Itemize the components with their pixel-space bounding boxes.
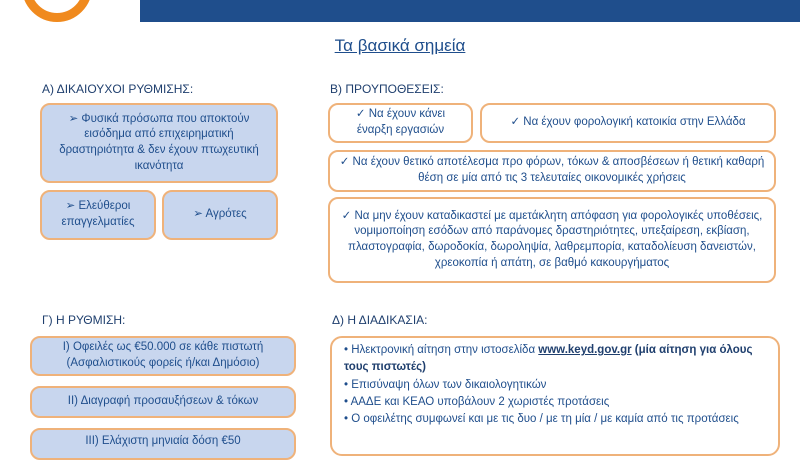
- procedure-item-1-text: • Ηλεκτρονική αίτηση στην ιστοσελίδα: [344, 344, 539, 356]
- section-c-box-3: ΙΙΙ) Ελάχιστη μηνιαία δόση €50: [30, 428, 296, 460]
- procedure-list: [330, 336, 780, 456]
- section-b-box-3: ✓ Να έχουν θετικό αποτέλεσμα προ φόρων, τόκων & αποσβέσεων ή θετική καθαρή θέση σε μία από τις 3 τελευταίες οικονομικές χρήσεις: [328, 150, 776, 192]
- section-a-box-1: ➢ Φυσικά πρόσωπα που αποκτούν εισόδημα από επιχειρηματική δραστηριότητα & δεν έχουν πτωχευτική ικανότητα: [40, 103, 278, 183]
- section-d-heading: Δ) Η ΔΙΑΔΙΚΑΣΙΑ:: [332, 313, 428, 327]
- procedure-item-1: [344, 342, 766, 377]
- section-a-heading: Α) ΔΙΚΑΙΟΥΧΟΙ ΡΥΘΜΙΣΗΣ:: [42, 82, 194, 96]
- section-b-heading: Β) ΠΡΟΥΠΟΘΕΣΕΙΣ:: [330, 82, 444, 96]
- section-b-box-4: ✓ Να μην έχουν καταδικαστεί με αμετάκλητη απόφαση για φορολογικές υποθέσεις, νομιμοποίηση εσόδων από παράνομες δραστηριότητες, υπεξαίρεση, εκβίαση, πλαστογραφία, δωροδοκία, δωροληψία, λαθρεμπορία, καταδολίευση δανειστών, χρεοκοπία ή απάτη, σε βαθμό κακουργήματος: [328, 197, 776, 283]
- page-title: Τα βασικά σημεία: [334, 36, 466, 55]
- procedure-item-3: • ΑΑΔΕ και ΚΕΑΟ υποβάλουν 2 χωριστές προτάσεις: [344, 395, 610, 408]
- section-c-box-2: ΙΙ) Διαγραφή προσαυξήσεων & τόκων: [30, 386, 296, 418]
- section-b-box-1: ✓ Να έχουν κάνει έναρξη εργασιών: [328, 103, 473, 143]
- keyd-link[interactable]: www.keyd.gov.gr: [538, 344, 632, 356]
- procedure-item-2: • Επισύναψη όλων των δικαιολογητικών: [344, 378, 547, 391]
- section-c-heading: Γ) Η ΡΥΘΜΙΣΗ:: [42, 313, 126, 327]
- section-a-box-2: ➢ Ελεύθεροι επαγγελματίες: [40, 190, 156, 240]
- procedure-item-4: • Ο οφειλέτης συμφωνεί και με τις δυο / με τη μία / με καμία από τις προτάσεις: [344, 413, 739, 425]
- procedure-item-1-note: (μία αίτηση για όλους τους πιστωτές): [344, 344, 753, 374]
- section-b-box-2: ✓ Να έχουν φορολογική κατοικία στην Ελλάδα: [480, 103, 776, 143]
- section-c-box-1: Ι) Οφειλές ως €50.000 σε κάθε πιστωτή (Ασφαλιστικούς φορείς ή/και Δημόσιο): [30, 336, 296, 376]
- section-a-box-3: ➢ Αγρότες: [162, 190, 278, 240]
